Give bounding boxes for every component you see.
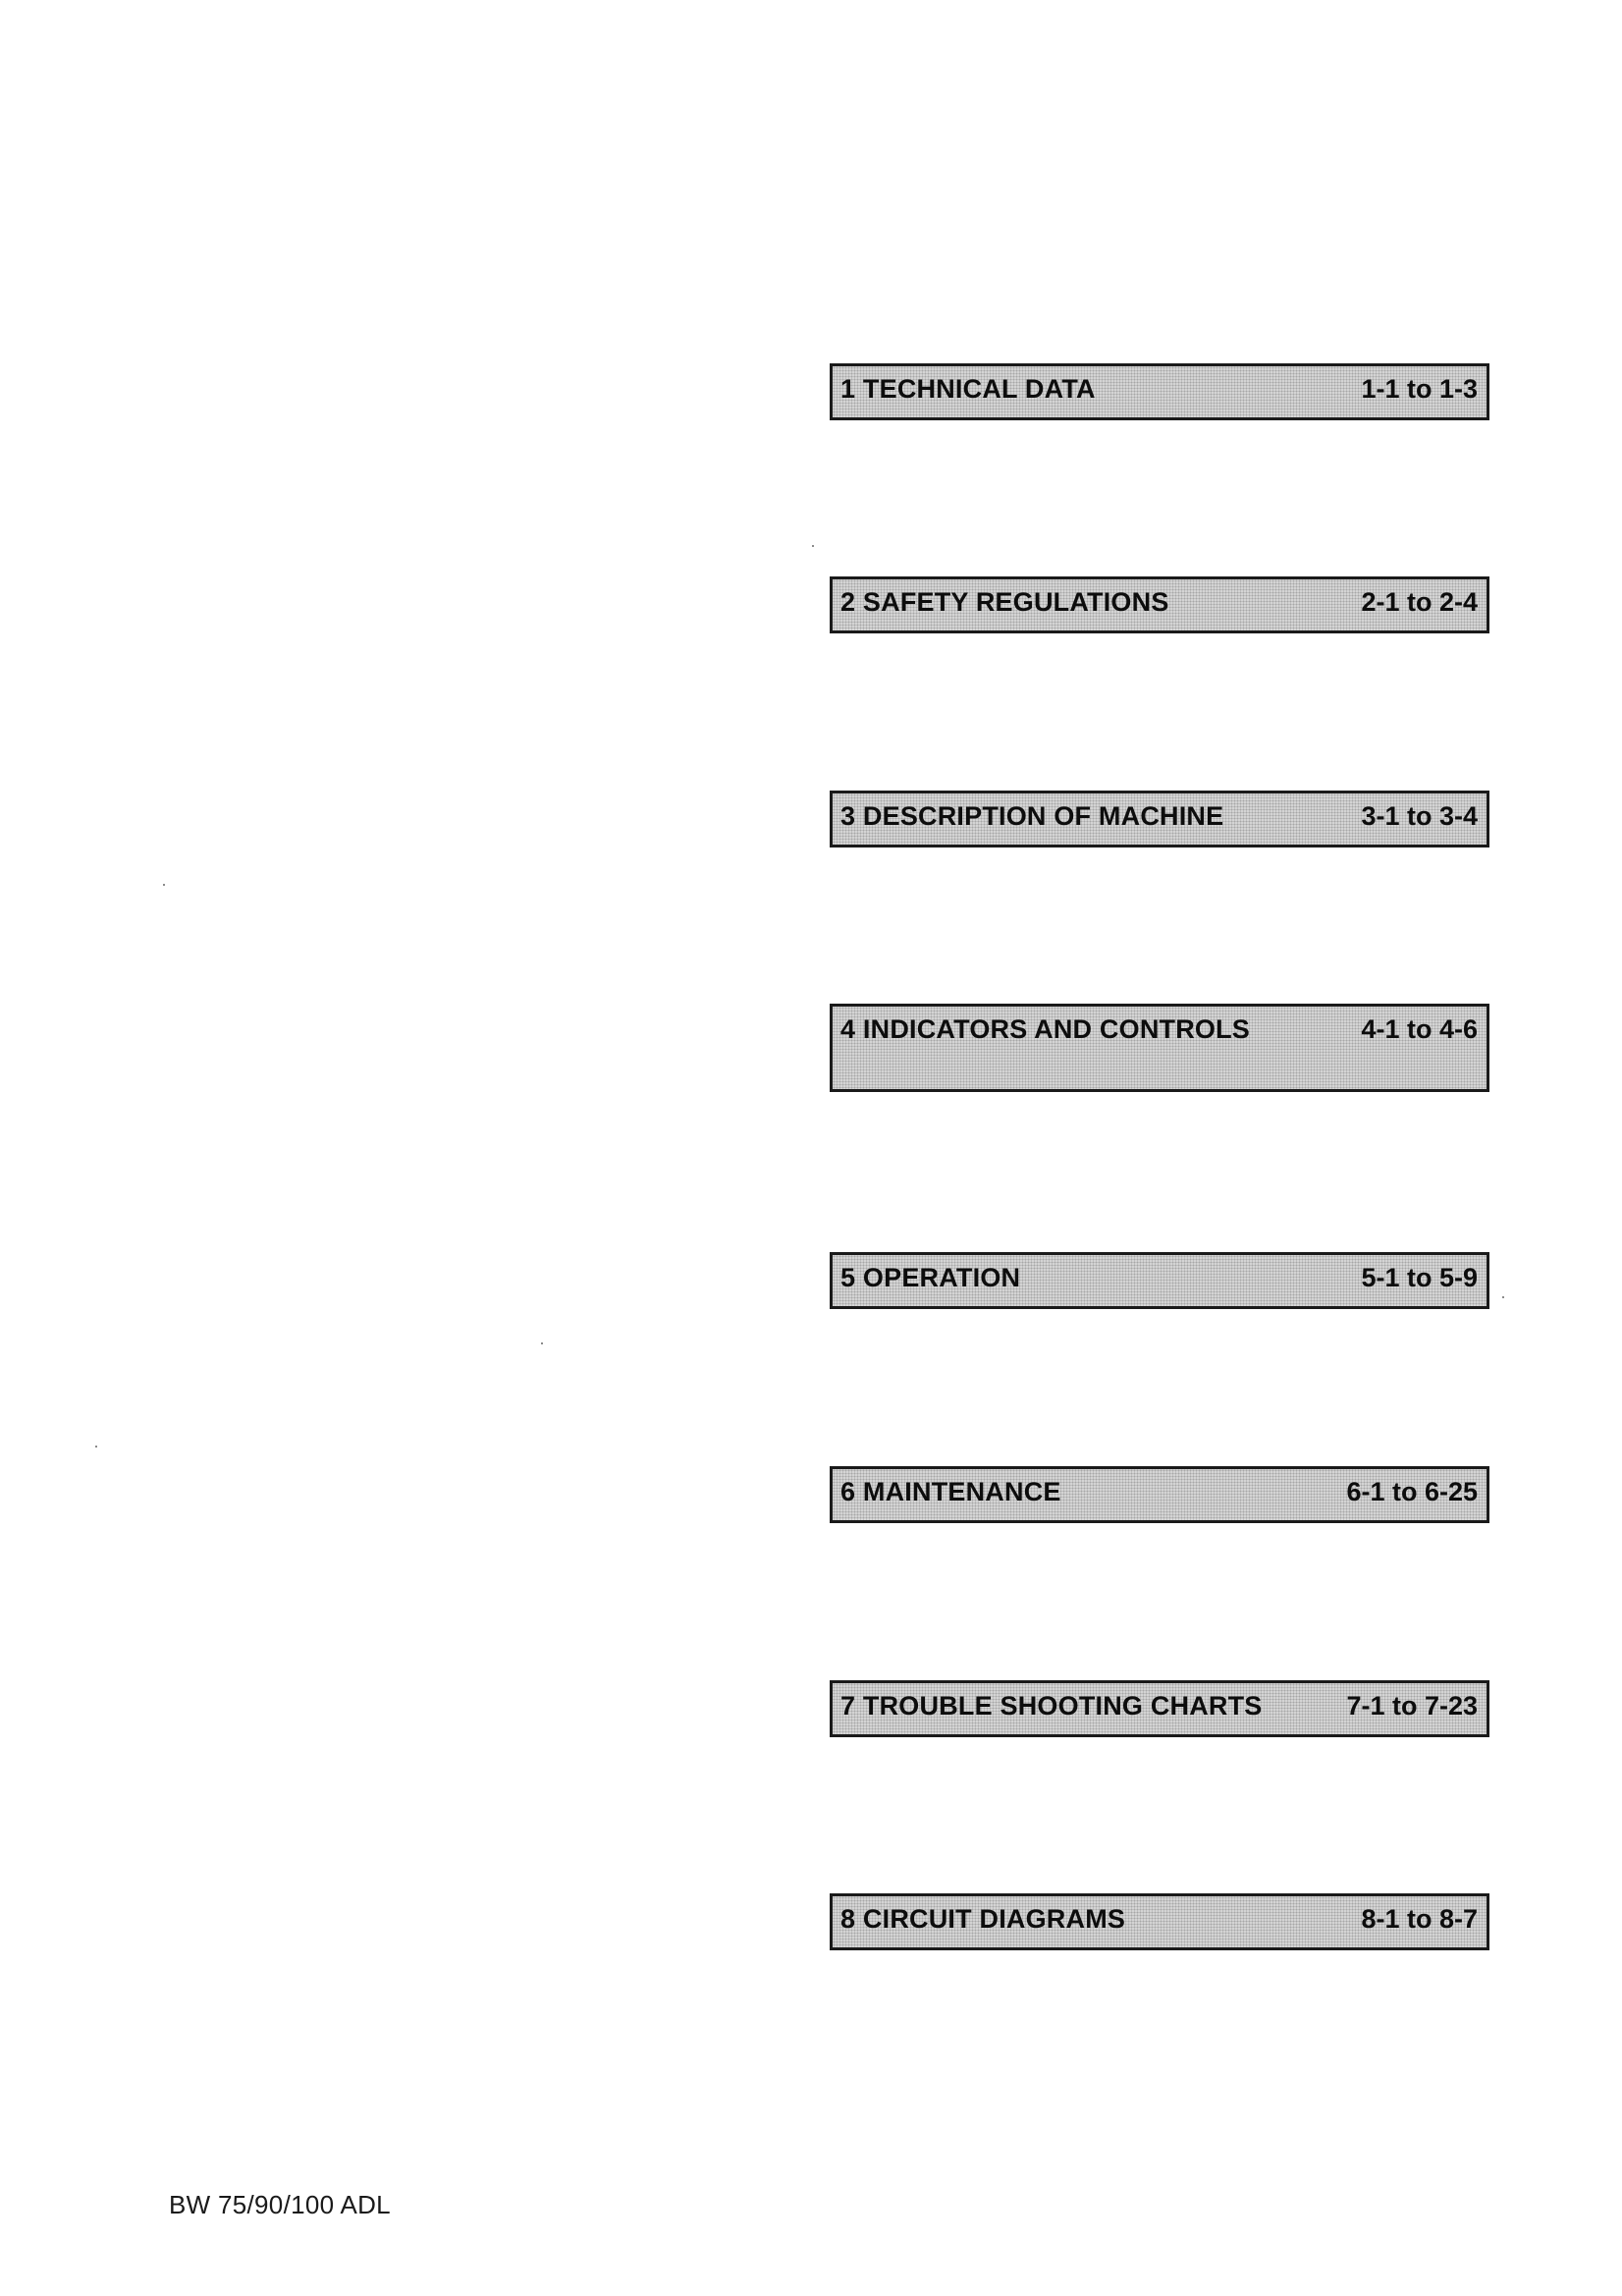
toc-item-pages: 1-1 to 1-3 bbox=[1361, 374, 1478, 404]
toc-item-operation[interactable] bbox=[830, 1252, 1489, 1309]
scan-speck bbox=[812, 545, 814, 547]
scan-speck bbox=[1502, 1296, 1504, 1298]
toc-item-label: 4 INDICATORS AND CONTROLS bbox=[840, 1014, 1251, 1044]
toc-item-technical-data[interactable] bbox=[830, 363, 1489, 420]
toc-item-maintenance[interactable] bbox=[830, 1466, 1489, 1523]
toc-item-pages: 2-1 to 2-4 bbox=[1361, 587, 1478, 617]
toc-item-pages: 5-1 to 5-9 bbox=[1361, 1263, 1478, 1292]
scan-speck bbox=[541, 1342, 543, 1344]
scan-speck bbox=[95, 1446, 97, 1448]
toc-item-pages: 6-1 to 6-25 bbox=[1346, 1477, 1478, 1506]
toc-item-description-of-machine[interactable] bbox=[830, 791, 1489, 847]
toc-item-label: 5 OPERATION bbox=[840, 1263, 1021, 1292]
toc-item-label: 6 MAINTENANCE bbox=[840, 1477, 1061, 1506]
toc-item-trouble-shooting-charts[interactable] bbox=[830, 1680, 1489, 1737]
toc-item-label: 8 CIRCUIT DIAGRAMS bbox=[840, 1904, 1126, 1934]
toc-item-label: 1 TECHNICAL DATA bbox=[840, 374, 1096, 404]
toc-item-pages: 8-1 to 8-7 bbox=[1361, 1904, 1478, 1934]
toc-item-pages: 3-1 to 3-4 bbox=[1361, 801, 1478, 831]
toc-item-pages: 7-1 to 7-23 bbox=[1346, 1691, 1478, 1721]
toc-item-pages: 4-1 to 4-6 bbox=[1361, 1014, 1478, 1044]
toc-item-safety-regulations[interactable] bbox=[830, 576, 1489, 633]
footer-model-label: BW 75/90/100 ADL bbox=[169, 2190, 391, 2219]
toc-item-circuit-diagrams[interactable] bbox=[830, 1893, 1489, 1950]
toc-item-label: 3 DESCRIPTION OF MACHINE bbox=[840, 801, 1224, 831]
scan-speck bbox=[163, 884, 165, 886]
toc-item-indicators-and-controls[interactable] bbox=[830, 1004, 1489, 1092]
toc-item-label: 7 TROUBLE SHOOTING CHARTS bbox=[840, 1691, 1263, 1721]
toc-item-label: 2 SAFETY REGULATIONS bbox=[840, 587, 1169, 617]
